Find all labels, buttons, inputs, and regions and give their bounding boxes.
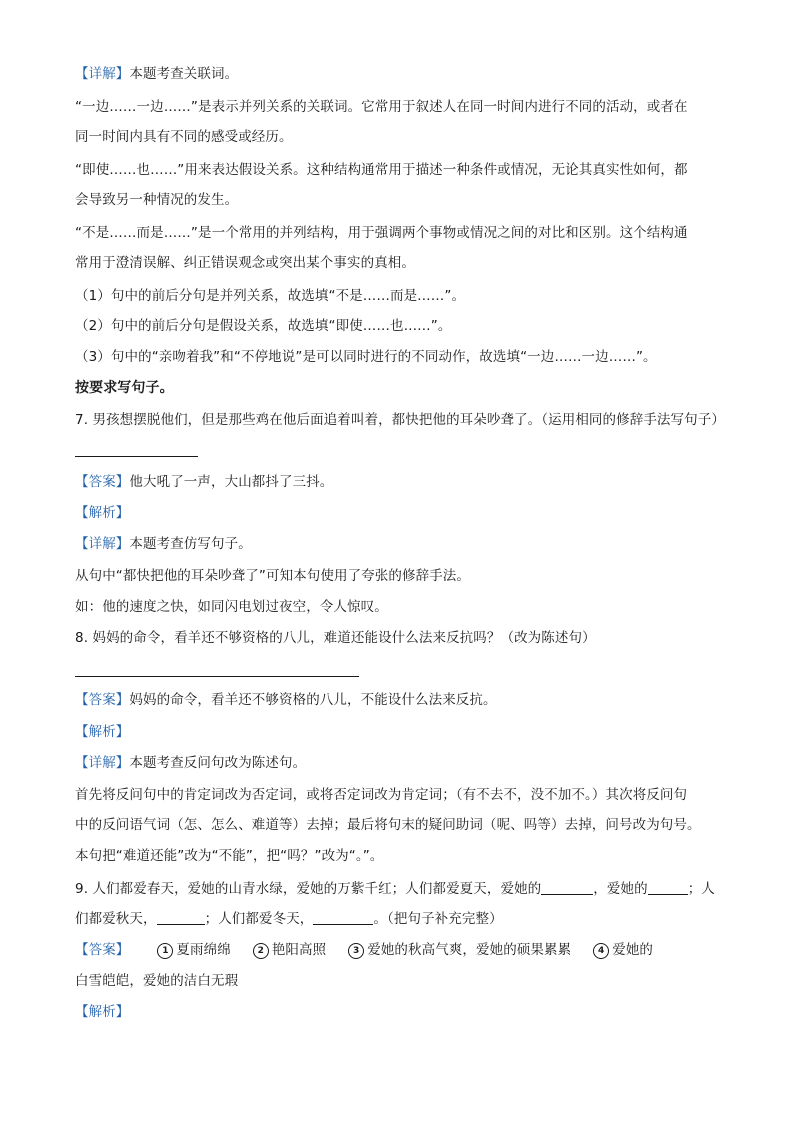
answer-text: 夏雨绵绵 <box>176 942 231 958</box>
question-9-line-2 <box>75 909 503 929</box>
answer-text: 他大吼了一声，大山都抖了三抖。 <box>129 474 334 490</box>
fill-blank-1[interactable] <box>541 880 593 895</box>
paragraph-line: “不是……而是……”是一个常用的并列结构，用于强调两个事物或情况之间的对比和区别。这个结构通 <box>75 225 688 241</box>
analysis-tag: 【解析】 <box>75 724 130 740</box>
answer-text: 妈妈的命令，看羊还不够资格的八儿，不能设什么法来反抗。 <box>129 692 497 708</box>
paragraph-line: “一边……一边……”是表示并列关系的关联词。它常用于叙述人在同一时间内进行不同的活动，或者在 <box>75 99 688 115</box>
fill-blank-2[interactable] <box>648 880 688 895</box>
answer-text: 爱她的 <box>612 942 654 958</box>
paragraph-line: “即使……也……”用来表达假设关系。这种结构通常用于描述一种条件或情况，无论其真实性如何，都 <box>75 162 688 178</box>
answer-tag: 【答案】 <box>75 692 130 708</box>
paragraph-line: 中的反问语气词（怎、怎么、难道等）去掉；最后将句末的疑问助词（呢、吗等）去掉，问号改为句号。 <box>75 817 701 833</box>
answer-number: 3 <box>348 943 364 959</box>
detail-text: 本题考查仿写句子。 <box>129 536 252 552</box>
answer-blank-line <box>75 676 359 677</box>
fill-blank-4[interactable] <box>313 910 373 925</box>
answer-blank-line <box>75 456 198 457</box>
paragraph-line: 首先将反问句中的肯定词改为否定词，或将否定词改为肯定词；（有不去不，没不加不。）其次将反问句 <box>75 787 688 803</box>
answer-explanation-1: （1）句中的前后分句是并列关系，故选填“不是……而是……”。 <box>75 288 466 304</box>
detail-tag: 【详解】 <box>75 66 130 82</box>
question-text: ，爱她的 <box>593 881 648 897</box>
question-text: 们都爱秋天， <box>75 911 157 927</box>
answer-line <box>75 472 333 492</box>
paragraph-line: 会导致另一种情况的发生。 <box>75 192 239 208</box>
detail-line <box>75 534 252 554</box>
question-7: 7. 男孩想摆脱他们，但是那些鸡在他后面追着叫着，都快把他的耳朵吵聋了。（运用相同的修辞手法写句子） <box>75 412 725 428</box>
answer-tag: 【答案】 <box>75 474 130 490</box>
answer-number: 4 <box>593 943 609 959</box>
paragraph-line: 常用于澄清误解、纠正错误观念或突出某个事实的真相。 <box>75 255 415 271</box>
answer-explanation-3: （3）句中的“亲吻着我”和“不停地说”是可以同时进行的不同动作，故选填“一边……一边……”。 <box>75 349 657 365</box>
answer-continuation: 白雪皑皑，爱她的洁白无瑕 <box>75 973 239 989</box>
question-8: 8. 妈妈的命令，看羊还不够资格的八儿，难道还能设什么法来反抗吗？（改为陈述句） <box>75 630 596 646</box>
paragraph-line: 如：他的速度之快，如同闪电划过夜空，令人惊叹。 <box>75 599 388 615</box>
analysis-tag: 【解析】 <box>75 505 130 521</box>
answer-text: 艳阳高照 <box>271 942 327 958</box>
answer-explanation-2: （2）句中的前后分句是假设关系，故选填“即使……也……”。 <box>75 318 452 334</box>
question-text: 9. 人们都爱春天，爱她的山青水绿，爱她的万紫千红；人们都爱夏天，爱她的 <box>75 881 542 897</box>
section-heading: 按要求写句子。 <box>75 380 174 396</box>
question-text: ；人 <box>687 881 715 897</box>
answer-tag: 【答案】 <box>75 942 130 958</box>
paragraph-line: 本句把“难道还能”改为“不能”，把“吗？”改为“。”。 <box>75 848 384 864</box>
detail-text: 本题考查反问句改为陈述句。 <box>129 755 307 771</box>
detail-tag: 【详解】 <box>75 755 130 771</box>
answer-number: 2 <box>253 943 269 959</box>
question-9-line-1 <box>75 879 715 899</box>
question-text: 。（把句子补充完整） <box>373 911 503 927</box>
answer-line <box>75 940 653 960</box>
detail-tag: 【详解】 <box>75 536 130 552</box>
detail-text: 本题考查关联词。 <box>129 66 239 82</box>
detail-line <box>75 64 238 84</box>
answer-number: 1 <box>157 943 173 959</box>
detail-line <box>75 753 306 773</box>
answer-line <box>75 690 497 710</box>
fill-blank-3[interactable] <box>157 910 205 925</box>
paragraph-line: 同一时间内具有不同的感受或经历。 <box>75 129 293 145</box>
answer-text: 爱她的秋高气爽，爱她的硕果累累 <box>367 942 572 958</box>
analysis-tag: 【解析】 <box>75 1004 130 1020</box>
question-text: ；人们都爱冬天， <box>204 911 314 927</box>
paragraph-line: 从句中“都快把他的耳朵吵聋了”可知本句使用了夸张的修辞手法。 <box>75 568 470 584</box>
